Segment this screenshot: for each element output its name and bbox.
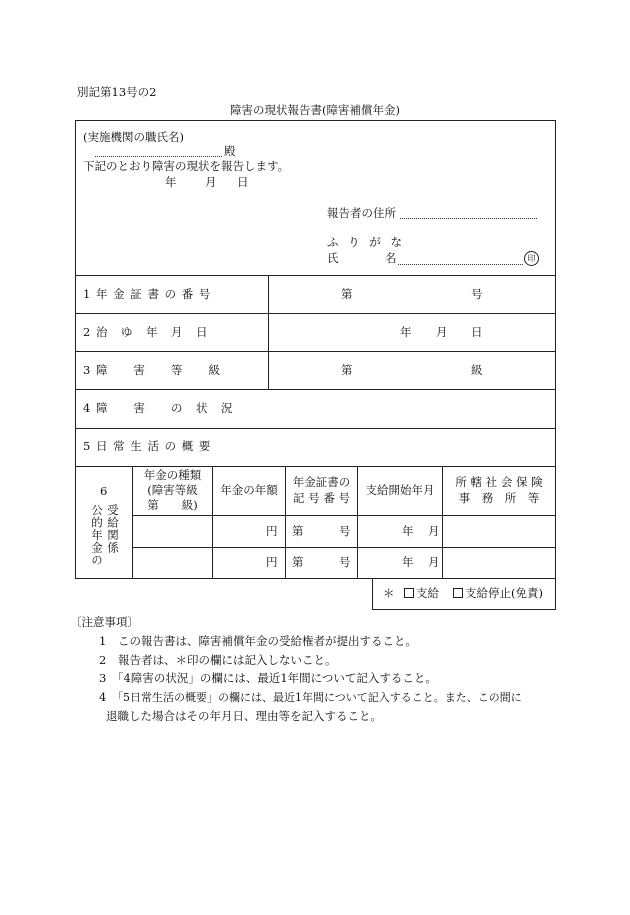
row6b-tsuki: 月 [428,555,440,569]
row6a-office-field[interactable] [443,516,555,547]
seal-mark: 印 [524,251,539,266]
row2-label: 2 治 ゆ 年 月 日 [83,325,209,339]
option-stop[interactable]: 支給停止(免責) [453,588,543,600]
row6b-yen: 円 [266,555,278,569]
name-label-2: 名 [385,251,397,265]
notes-heading: 〔注意事項〕 [70,615,139,629]
row6a-dai: 第 [292,524,304,538]
healing-date-field[interactable] [269,314,555,351]
row3-kyu: 級 [471,363,483,377]
header-start: 支給開始年月 [365,483,435,497]
note-3-text: 「4障害の状況」の欄には、最近1年間について記入すること。 [112,671,437,685]
row6b-dai: 第 [292,555,304,569]
form-number: 別記第13号の2 [77,85,157,99]
honorific: 殿 [224,144,236,158]
note-4-text-continued: 退職した場合はその年月日、理由等を記入すること。 [106,709,382,723]
note-1-text: この報告書は、障害補償年金の受給権者が提出すること。 [118,634,417,648]
header-office-2: 事 務 所 等 [458,491,540,505]
section6-label-receive: 受給関係 [106,504,120,554]
disability-status-field[interactable] [269,390,555,428]
row5-label: 5 日 常 生 活 の 概 要 [83,439,212,453]
row6b-go: 号 [339,555,351,569]
date-month: 月 [205,175,217,189]
page-title: 障害の現状報告書(障害補償年金) [230,103,400,117]
pension-cert-number-field[interactable] [269,276,555,313]
checkbox-stop[interactable] [453,588,463,598]
reporter-name-field[interactable] [398,264,523,265]
row6a-tsuki: 月 [428,524,440,538]
section6-number: 6 [100,484,108,498]
addressee-field[interactable] [95,156,222,157]
row3-dai: 第 [341,363,353,377]
header-pension-type-2: (障害等級 [147,483,198,497]
header-pension-amount: 年金の年額 [220,483,278,497]
furigana-label: ふ り が な [327,235,405,249]
row2-day: 日 [471,325,483,339]
row1-go: 号 [471,287,483,301]
header-pension-type-3: 第 級) [147,498,198,512]
asterisk-mark: ＊ [383,586,395,600]
date-year: 年 [165,175,177,189]
note-4-text: 「5日常生活の概要」の欄には、最近1年間について記入すること。また、この間に [112,691,522,704]
header-office-1: 所 轄 社 会 保 険 [455,475,543,489]
row2-month: 月 [436,325,448,339]
row6b-nen: 年 [402,555,414,569]
row1-label: 1 年 金 証 書 の 番 号 [83,287,212,301]
row6a-nen: 年 [402,524,414,538]
name-label-1: 氏 [327,251,339,265]
note-4-num: 4 [99,690,107,704]
daily-life-field[interactable] [269,429,555,466]
row6b-office-field[interactable] [443,548,555,578]
row3-label: 3 障 害 等 級 [83,363,221,377]
row6a-go: 号 [339,524,351,538]
reporter-address-label: 報告者の住所 [327,206,396,220]
date-day: 日 [237,175,249,189]
row6b-pension-type-field[interactable] [133,548,212,578]
note-2-num: 2 [99,653,107,667]
header-pension-type-1: 年金の種類 [143,468,202,482]
row6a-pension-type-field[interactable] [133,516,212,547]
header-cert-2: 記 号 番 号 [293,491,350,505]
row2-year: 年 [400,325,412,339]
reporter-address-field[interactable] [400,218,537,219]
addressee-label: (実施機関の職氏名) [83,130,184,144]
disability-grade-field[interactable] [269,352,555,389]
header-cert-1: 年金証書の [292,475,351,489]
option-pay[interactable]: 支給 [404,588,439,600]
row4-label: 4 障 害 の 状 況 [83,401,234,415]
checkbox-pay[interactable] [404,588,414,598]
row6a-yen: 円 [266,524,278,538]
report-form [75,120,556,610]
section6-label-public: 公的年金の [90,504,104,567]
note-2-text: 報告者は、＊印の欄には記入しないこと。 [118,653,337,667]
note-3-num: 3 [99,671,107,685]
note-1-num: 1 [99,634,107,648]
row1-dai: 第 [341,287,353,301]
report-sentence: 下記のとおり障害の現状を報告します。 [83,159,290,173]
